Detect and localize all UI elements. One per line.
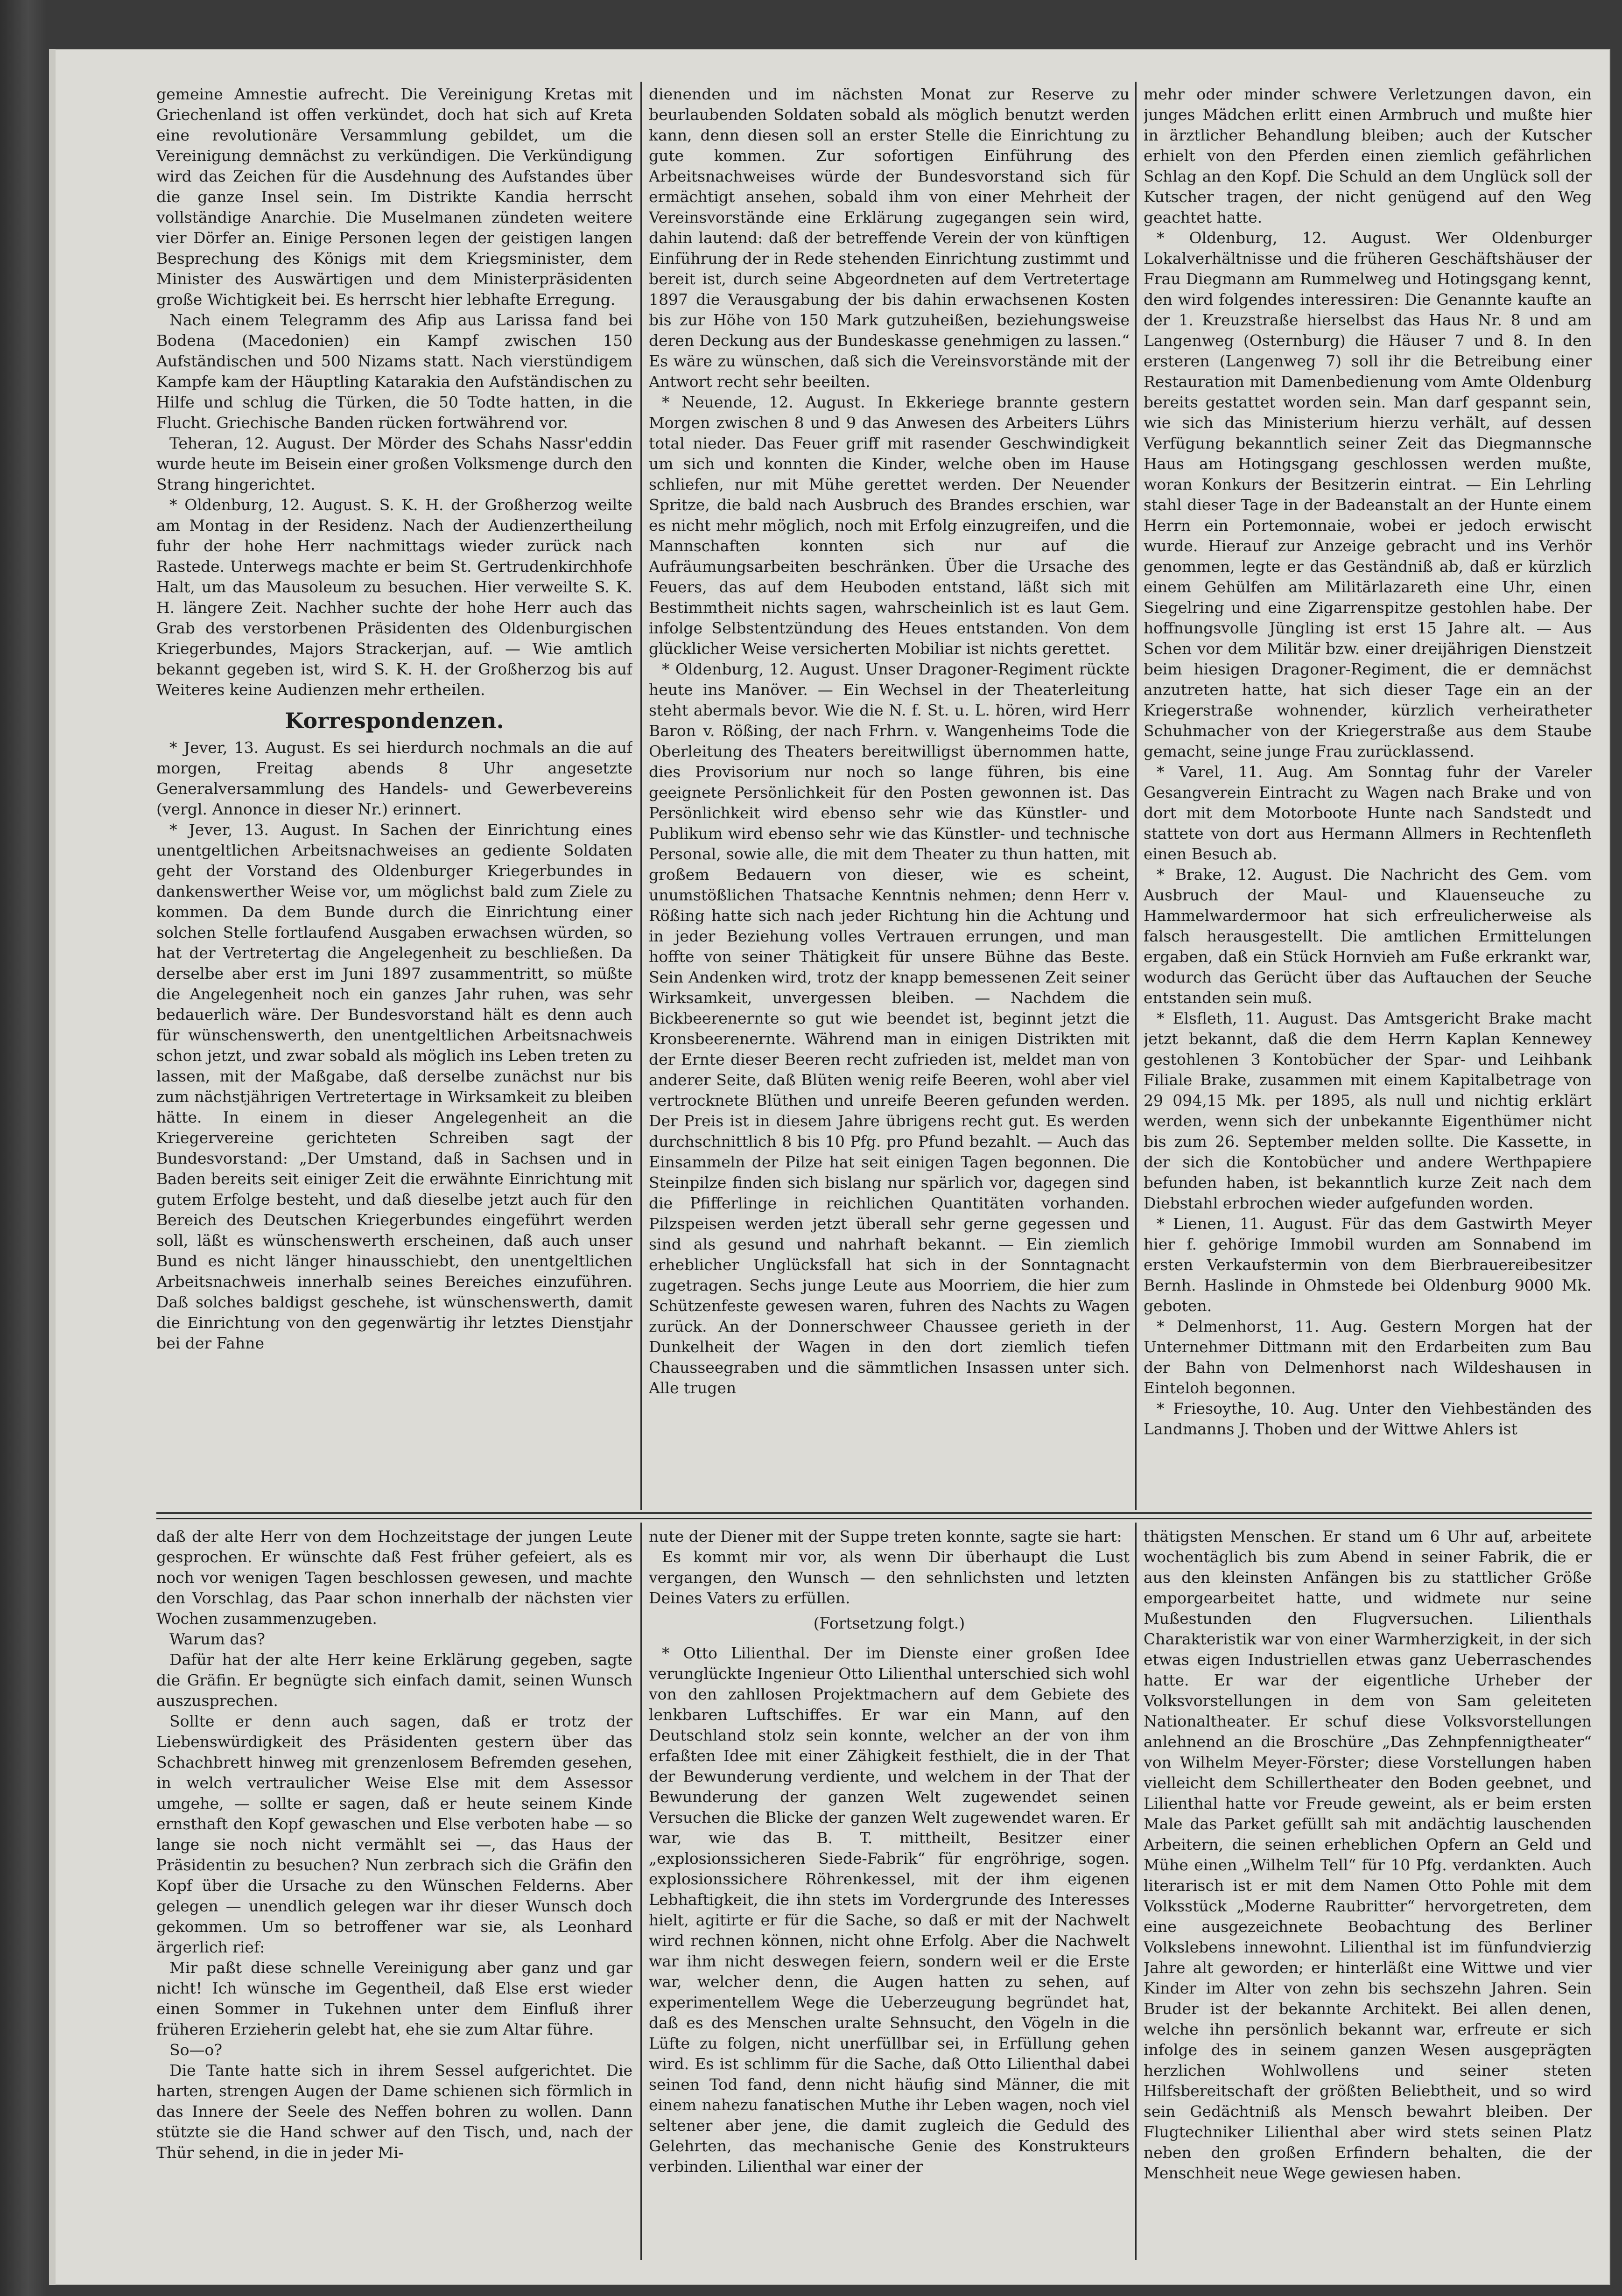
article-paragraph: daß der alte Herr von dem Hochzeitstage der jungen Leute gesprochen. Er wünschte daß Fest früher gefeiert, als es noch vor wenigen Tagen beschlossen gewesen, und machte den Vorschlag, das Paar schon innerhalb der nächsten vier Wochen zusammenzugeben. xyxy=(156,1527,632,1628)
article-paragraph: Die Tante hatte sich in ihrem Sessel aufgerichtet. Die harten, strengen Augen der Dame schienen sich förmlich in das Innere der Seele des Neffen bohren zu wollen. Dann stützte sie die Hand schwer auf den Tisch, und, nach der Thür sehend, in die in jeder Mi- xyxy=(156,2061,632,2162)
top-column-2 xyxy=(649,84,1130,1508)
article-paragraph: * Jever, 13. August. In Sachen der Einrichtung eines unentgeltlichen Arbeitsnachweises an gediente Soldaten geht der Vorstand des Oldenburger Kriegerbundes in dankenswerther Weise vor, um möglichst bald zum Ziele zu kommen. Da dem Bunde durch die Einrichtung einer solchen Stelle fortlaufend Ausgaben erwachsen würden, so hat der Vertretertag die Angelegenheit zu beschließen. Da derselbe aber erst im Juni 1897 zusammentritt, so müßte die Angelegenheit noch ein ganzes Jahr ruhen, was sehr bedauerlich wäre. Der Bundesvorstand hält es denn auch für wünschenswerth, den unentgeltlichen Arbeitsnachweis schon jetzt, und zwar sobald als möglich ins Leben treten zu lassen, mit der Maßgabe, daß derselbe zunächst nur bis zum nächstjährigen Vertretertage in Wirksamkeit zu bleiben hätte. In einem in dieser Angelegenheit an die Kriegervereine gerichteten Schreiben sagt der Bundesvorstand: „Der Umstand, daß in Sachsen und in Baden bereits seit einiger Zeit die erwähnte Einrichtung mit gutem Erfolge besteht, und daß dieselbe jetzt auch für den Bereich des Deutschen Kriegerbundes eingeführt werden soll, läßt es wünschenswerth erscheinen, daß auch unser Bund es nicht länger hinausschiebt, den unentgeltlichen Arbeitsnachweis innerhalb seines Bereiches einzuführen. Daß solches baldigst geschehe, ist wünschenswerth, damit die Einrichtung von den gegenwärtig ihr letztes Dienstjahr bei der Fahne xyxy=(156,821,632,1352)
page-binding-edge xyxy=(49,49,56,2285)
article-paragraph: mehr oder minder schwere Verletzungen davon, ein junges Mädchen erlitt einen Armbruch und mußte hier in ärztlicher Behandlung bleiben; auch der Kutscher erhielt von den Pferden einen ziemlich gefährlichen Schlag an den Kopf. Die Schuld an dem Unglück soll der Kutscher tragen, der nicht genügend auf den Weg geachtet hatte. xyxy=(1144,85,1592,226)
article-paragraph: * Lienen, 11. August. Für das dem Gastwirth Meyer hier f. gehörige Immobil wurden am Sonnabend im ersten Verkaufstermin von dem Bierbrauereibesitzer Bernh. Haslinde in Ohmstede bei Oldenburg 9000 Mk. geboten. xyxy=(1144,1215,1592,1315)
top-column-3 xyxy=(1144,84,1592,1508)
article-paragraph: So—o? xyxy=(169,2041,223,2059)
article-paragraph: * Friesoythe, 10. Aug. Unter den Viehbeständen des Landmanns J. Thoben und der Wittwe Ahlers ist xyxy=(1144,1399,1592,1438)
article-paragraph: * Neuende, 12. August. In Ekkeriege brannte gestern Morgen zwischen 8 und 9 das Anwesen des Arbeiters Lührs total nieder. Das Feuer griff mit rasender Geschwindigkeit um sich und konnten die Kinder, welche oben im Hause schliefen, nur mit Mühe gerettet werden. Der Neuender Spritze, die bald nach Ausbruch des Brandes erschien, war es nicht mehr möglich, noch mit Erfolg einzugreifen, und die Mannschaften konnten sich nur auf die Aufräumungsarbeiten beschränken. Über die Ursache des Feuers, das auf dem Heuboden entstand, läßt sich mit Bestimmtheit nichts sagen, wahrscheinlich ist es laut Gem. infolge Selbstentzündung des Heues entstanden. Von dem glücklicher Weise versicherten Mobiliar ist nichts gerettet. xyxy=(649,393,1130,658)
article-paragraph: * Oldenburg, 12. August. Wer Oldenburger Lokalverhältnisse und die früheren Geschäftshäuser der Frau Diegmann am Rummelweg und Hotingsgang kennt, den wird folgendes interessiren: Die Genannte kaufte an der 1. Kreuzstraße hierselbst das Haus Nr. 8 und am Langenweg (Osternburg) die Häuser 7 und 8. In den ersteren (Langenweg 7) soll ihr die Betreibung einer Restauration mit Damenbedienung vom Amte Oldenburg bereits gestattet worden sein. Man darf gespannt sein, wie sich das Ministerium hierzu verhält, auf dessen Verfügung bekanntlich seiner Zeit das Diegmannsche Haus am Hotingsgang geschlossen werden mußte, woran Konkurs der Besitzerin eintrat. — Ein Lehrling stahl dieser Tage in der Badeanstalt an der Hunte einem Herrn ein Portemonnaie, wobei er jedoch erwischt wurde. Hierauf zur Anzeige gebracht und ins Verhör genommen, legte er das Geständniß ab, daß er kürzlich einem Gehülfen am Militärlazareth eine Uhr, einen Siegelring und eine Zigarrenspitze gestohlen habe. Der hoffnungsvolle Jüngling ist erst 15 Jahre alt. — Aus Schen vor dem Militär bzw. einer dreijährigen Dienstzeit beim hiesigen Dragoner-Regiment, die er demnächst anzutreten hatte, hat sich dieser Tage ein an der Kriegerstraße wohnender, kürzlich verheiratheter Schuhmacher von der Kriegerstraße aus dem Staube gemacht, seine junge Frau zurücklassend. xyxy=(1144,229,1592,760)
section-divider xyxy=(156,1512,1592,1519)
article-paragraph: Mir paßt diese schnelle Vereinigung aber ganz und gar nicht! Ich wünsche im Gegentheil, daß Else erst wieder einen Sommer in Tukehnen unter dem Einfluß ihrer früheren Erzieherin gelebt hat, ehe sie zum Altar führe. xyxy=(156,1959,632,2038)
bottom-column-3 xyxy=(1144,1526,1592,2259)
column-rule xyxy=(1135,1523,1137,2260)
top-column-1 xyxy=(156,84,632,1508)
column-rule xyxy=(640,1523,642,2260)
section-heading: Korrespondenzen. xyxy=(285,708,504,733)
article-paragraph: Dafür hat der alte Herr keine Erklärung gegeben, sagte die Gräfin. Er begnügte sich einfach damit, seinen Wunsch auszusprechen. xyxy=(156,1650,632,1710)
article-paragraph: Sollte er denn auch sagen, daß er trotz der Liebenswürdigkeit des Präsidenten gestern über das Schachbrett hinweg mit grenzenlosem Befremden gesehen, in welch vertraulicher Weise Else mit dem Assessor umgehe, — sollte er sagen, daß er heute seinem Kinde ernsthaft den Kopf gewaschen und Else verboten habe — so lange sie noch nicht vermählt sei —, das Haus der Präsidentin zu besuchen? Nun zerbrach sich die Gräfin den Kopf über die Ursache zu den Wünschen Felderns. Aber gelegen — unendlich gelegen war ihr dieser Wunsch doch gekommen. Um so betroffener war sie, als Leonhard ärgerlich rief: xyxy=(156,1712,632,1956)
bottom-column-1 xyxy=(156,1526,632,2259)
article-paragraph: * Elsfleth, 11. August. Das Amtsgericht Brake macht jetzt bekannt, daß die dem Herrn Kaplan Kennewey gestohlenen 3 Kontobücher der Spar- und Leihbank Filiale Brake, zusammen mit einem Kapitalbetrage von 29 094,15 Mk. per 1895, als null und nichtig erklärt werden, wenn sich der unbekannte Eigenthümer nicht bis zum 26. September melden sollte. Die Kassette, in der sich die Kontobücher und andere Werthpapiere befunden haben, ist bekanntlich kurze Zeit nach dem Diebstahl erbrochen wieder aufgefunden worden. xyxy=(1144,1009,1592,1212)
column-rule xyxy=(640,82,642,1510)
article-paragraph: * Otto Lilienthal. Der im Dienste einer großen Idee verunglückte Ingenieur Otto Lilienthal unterschied sich wohl von den zahllosen Projektmachern auf dem Gebiete des lenkbaren Luftschiffes. Er war ein Mann, auf den Deutschland stolz sein konnte, welcher an der von ihm erfaßten Idee mit einer Zähigkeit festhielt, die in der That der Bewunderung verdiente, und welchem in der That der Bewunderung der ganzen Welt zugewendet seinen Versuchen die Blicke der ganzen Welt zugewendet waren. Er war, wie das B. T. mittheilt, Besitzer einer „explosionssicheren Siede-Fabrik“ für engröhrige, sogen. explosionssichere Röhrenkessel, mit der ihm eigenen Lebhaftigkeit, die ihn stets im Vordergrunde des Interesses hielt, agitirte er für die Sache, so daß er mit der Nachwelt wird rechnen können, nicht ohne Erfolg. Aber die Nachwelt war ihm nicht deswegen feiern, sondern weil er die Erste war, welcher denn, die Augen hatten zu sehen, auf experimentellem Wege die Ueberzeugung begründet hat, daß es des Menschen uralte Sehnsucht, den Vögeln in die Lüfte zu folgen, nicht unerfüllbar sei, in Erfüllung gehen wird. Es ist schlimm für die Sache, daß Otto Lilienthal dabei seinen Tod fand, denn nicht häufig sind Männer, die mit einem nahezu fanatischen Muthe ihr Leben wagen, noch viel seltener aber jene, die damit zugleich die Geduld des Gelehrten, das mechanische Genie des Konstrukteurs verbinden. Lilienthal war einer der xyxy=(649,1644,1130,2176)
article-paragraph: * Oldenburg, 12. August. Unser Dragoner-Regiment rückte heute ins Manöver. — Ein Wechsel in der Theaterleitung steht abermals bevor. Wie die N. f. St. u. L. hören, wird Herr Baron v. Rößing, der nach Frhrn. v. Wangenheims Tode die Oberleitung des Theaters bereitwilligst übernommen hatte, dies Provisorium nur noch so lange führen, bis eine geeignete Persönlichkeit für den Posten gewonnen ist. Das Persönlichkeit wird ebenso sehr wie das Künstler- und Publikum wird ebenso sehr wie das Künstler- und technische Personal, sowie alle, die mit dem Theater zu thun hatten, mit großem Bedauern von dieser, wie es scheint, unumstößlichen Thatsache Kenntnis nehmen; denn Herr v. Rößing hatte sich nach jeder Richtung hin die Achtung und in jeder Beziehung volles Vertrauen errungen, und man hoffte von seiner Thätigkeit für unsere Bühne das Beste. Sein Andenken wird, trotz der knapp bemessenen Zeit seiner Wirksamkeit, unvergessen bleiben. — Nachdem die Bickbeerenernte so gut wie beendet ist, beginnt jetzt die Kronsbeerenernte. Während man in einigen Distrikten mit der Ernte dieser Beeren recht zufrieden ist, meldet man von anderer Seite, daß Blüten wenig reife Beeren, wohl aber viel vertrocknete Blüthen und unreife Beeren gefunden werden. Der Preis ist in diesem Jahre übrigens recht gut. Es werden durchschnittlich 8 bis 10 Pfg. pro Pfund bezahlt. — Auch das Einsammeln der Pilze hat seit einigen Tagen begonnen. Die Steinpilze finden sich bislang nur spärlich vor, dagegen sind die Pfifferlinge in reichlichen Quantitäten vorhanden. Pilzspeisen werden jetzt überall sehr gerne gegessen und sind als gesund und nahrhaft bekannt. — Ein ziemlich erheblicher Unglücksfall hat sich in der Sonntagnacht zugetragen. Sechs junge Leute aus Moorriem, die hier zum Schützenfeste gewesen waren, fuhren des Nachts zu Wagen zurück. An der Donnerschweer Chaussee gerieth in der Dunkelheit der Wagen in den dort ziemlich tiefen Chausseegraben und die sämmtlichen Insassen unter sich. Alle trugen xyxy=(649,660,1130,1397)
article-paragraph: Teheran, 12. August. Der Mörder des Schahs Nassr'eddin wurde heute im Beisein einer großen Volksmenge durch den Strang hingerichtet. xyxy=(156,434,632,493)
article-paragraph: thätigsten Menschen. Er stand um 6 Uhr auf, arbeitete wochentäglich bis zum Abend in seiner Fabrik, die er aus den kleinsten Anfängen bis zu stattlicher Größe emporgearbeitet hatte, und widmete nur seine Mußestunden den Flugversuchen. Lilienthals Charakteristik war von einer Warmherzigkeit, in der sich etwas eigen Industriellen etwas ganz Ueberraschendes hatte. Er war der eigentliche Urheber der Volksvorstellungen in dem von Sam geleiteten Nationaltheater. Er schuf diese Volksvorstellungen anlehnend an die Broschüre „Das Zehnpfennigtheater“ von Wilhelm Meyer-Förster; diese Vorstellungen haben vielleicht dem Schillertheater den Boden geebnet, und Lilienthal hatte vor Freude geweint, als er beim ersten Male das Parket gefüllt sah mit andächtig lauschenden Arbeitern, die seinen erheblichen Opfern an Geld und Mühe einen „Wilhelm Tell“ für 10 Pfg. verdankten. Auch literarisch ist er mit dem Namen Otto Pohle mit dem Volksstück „Moderne Raubritter“ hervorgetreten, dem eine ausgezeichnete Beobachtung des Berliner Volkslebens innewohnt. Lilienthal ist im fünfundvierzig Jahre alt geworden; er hinterläßt eine Wittwe und vier Kinder im Alter von zehn bis sechszehn Jahren. Sein Bruder ist der bekannte Architekt. Bei allen denen, welche ihn persönlich bekannt war, erfreute er sich infolge des in seinem ganzen Wesen ausgeprägten herzlichen Wohlwollens und seiner steten Hilfsbereitschaft der größten Beliebtheit, und so wird sein Gedächtniß als Mensch bewahrt bleiben. Der Flugtechniker Lilienthal aber wird stets seinen Platz neben den großen Erfindern behalten, die der Menschheit neue Wege gewiesen haben. xyxy=(1144,1527,1592,2182)
article-paragraph: Warum das? xyxy=(169,1630,265,1648)
article-paragraph: * Delmenhorst, 11. Aug. Gestern Morgen hat der Unternehmer Dittmann mit den Erdarbeiten zum Bau der Bahn von Delmenhorst nach Wildeshausen in Einteloh begonnen. xyxy=(1144,1317,1592,1397)
article-paragraph: (Fortsetzung folgt.) xyxy=(813,1614,965,1632)
article-paragraph: gemeine Amnestie aufrecht. Die Vereinigung Kretas mit Griechenland ist offen verkündet, doch hat sich auf Kreta eine revolutionäre Versammlung gebildet, um die Vereinigung demnächst zu verkündigen. Die Verkündigung wird das Zeichen für die Ausdehnung des Aufstandes über die ganze Insel sein. Im Distrikte Kandia herrscht vollständige Anarchie. Die Muselmanen zündeten weitere vier Dörfer an. Einige Personen legen der geistigen langen Besprechung des Königs mit dem Kriegsminister, dem Minister des Auswärtigen und dem Ministerpräsidenten große Wichtigkeit bei. Es herrscht hier lebhafte Erregung. xyxy=(156,85,632,309)
article-paragraph: * Jever, 13. August. Es sei hierdurch nochmals an die auf morgen, Freitag abends 8 Uhr angesetzte Generalversammlung des Handels- und Gewerbevereins (vergl. Annonce in dieser Nr.) erinnert. xyxy=(156,738,632,818)
column-rule xyxy=(1135,82,1137,1510)
article-paragraph: * Brake, 12. August. Die Nachricht des Gem. vom Ausbruch der Maul- und Klauenseuche zu Hammelwardermoor hat sich erfreulicherweise als falsch herausgestellt. Die amtlichen Ermittelungen ergaben, daß ein Stück Hornvieh am Fuße erkrankt war, wodurch das Gerücht über das Auftauchen der Seuche entstanden sein muß. xyxy=(1144,865,1592,1007)
article-paragraph: Es kommt mir vor, als wenn Dir überhaupt die Lust vergangen, den Wunsch — den sehnlichsten und letzten Deines Vaters zu erfüllen. xyxy=(649,1548,1130,1607)
article-paragraph: dienenden und im nächsten Monat zur Reserve zu beurlaubenden Soldaten sobald als möglich benutzt werden kann, denn diesen soll an erster Stelle die Einrichtung zu gute kommen. Zur sofortigen Einführung des Arbeitsnachweises würde der Bundesvorstand sich für ermächtigt ansehen, sobald ihm von einer Mehrheit der Vereinsvorstände eine Erklärung zugegangen sein wird, dahin lautend: daß der betreffende Verein der von künftigen Einführung der in Rede stehenden Einrichtung zustimmt und bereit ist, durch seine Abgeordneten auf dem Vertretertage 1897 die Verausgabung der bis dahin erwachsenen Kosten bis zur Höhe von 150 Mark gutzuheißen, beziehungsweise deren Deckung aus der Bundeskasse genehmigen zu lassen.“ Es wäre zu wünschen, daß sich die Vereinsvorstände mit der Antwort recht sehr beeilten. xyxy=(649,85,1130,391)
article-paragraph: Nach einem Telegramm des Afip aus Larissa fand bei Bodena (Macedonien) ein Kampf zwischen 150 Aufständischen und 500 Nizams statt. Nach vierstündigem Kampfe kam der Häuptling Katarakia den Aufständischen zu Hilfe und schlug die Türken, die 50 Todte hatten, in die Flucht. Griechische Banden rücken fortwährend vor. xyxy=(156,311,632,432)
article-paragraph: * Varel, 11. Aug. Am Sonntag fuhr der Vareler Gesangverein Eintracht zu Wagen nach Brake und von dort mit dem Motorboote Hunte nach Sandstedt und stattete von dort aus Hermann Allmers in Rechtenfleth einen Besuch ab. xyxy=(1144,763,1592,863)
article-paragraph: nute der Diener mit der Suppe treten konnte, sagte sie hart: xyxy=(649,1527,1122,1545)
article-paragraph: * Oldenburg, 12. August. S. K. H. der Großherzog weilte am Montag in der Residenz. Nach der Audienzertheilung fuhr der hohe Herr nachmittags wieder zurück nach Rastede. Unterwegs machte er beim St. Gertrudenkirchhofe Halt, um das Mausoleum zu besuchen. Hier verweilte S. K. H. längere Zeit. Nachher suchte der hohe Herr auch das Grab des verstorbenen Präsidenten des Oldenburgischen Kriegerbundes, Majors Strackerjan, auf. — Wie amtlich bekannt gegeben ist, wird S. K. H. der Großherzog bis auf Weiteres keine Audienzen mehr ertheilen. xyxy=(156,496,632,699)
bottom-column-2 xyxy=(649,1526,1130,2259)
